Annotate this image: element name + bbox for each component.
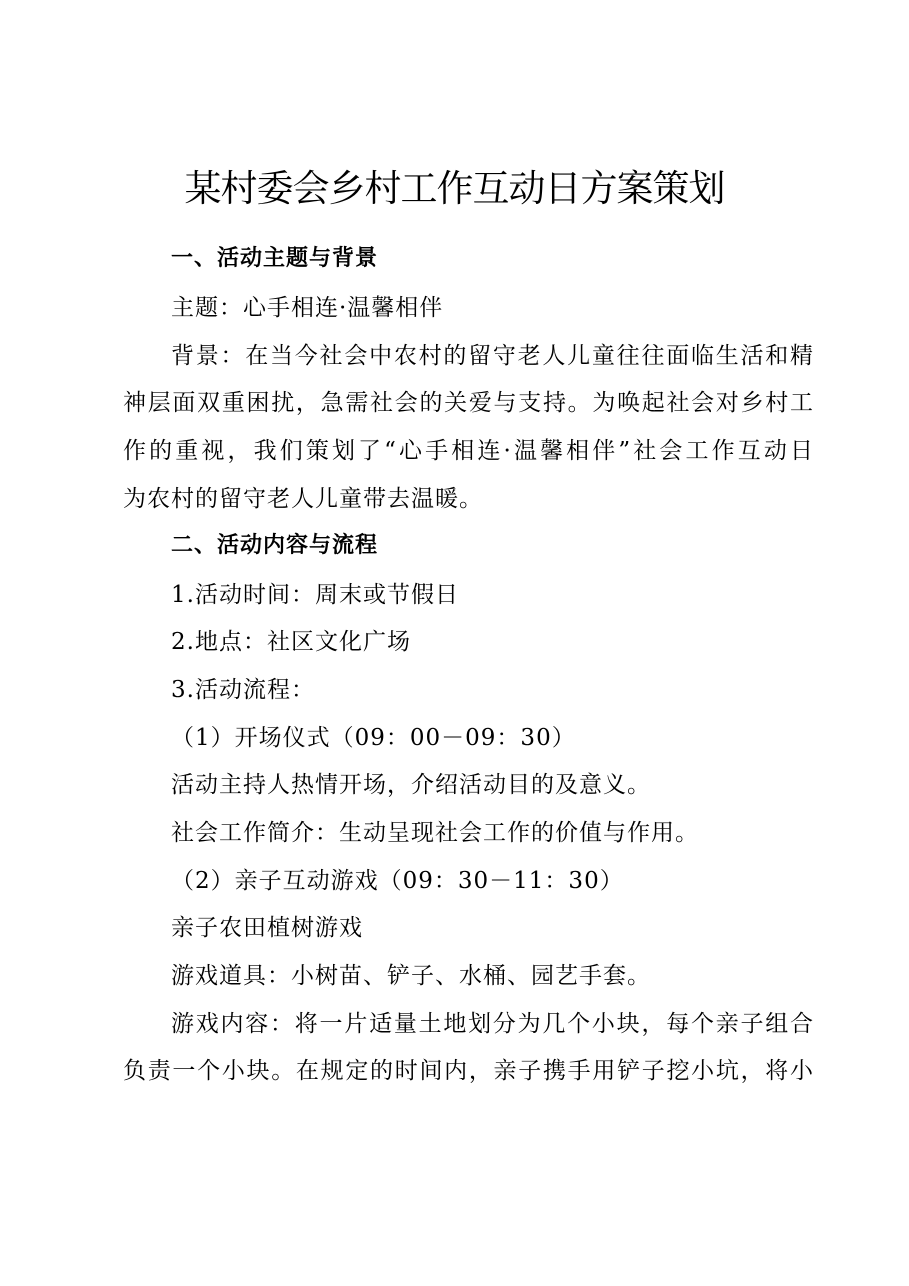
game-content-line-2: 负责一个小块。在规定的时间内，亲子携手用铲子挖小坑，将小 bbox=[123, 1058, 813, 1084]
background-line-2: 神层面双重困扰，急需社会的关爱与支持。为唤起社会对乡村工 bbox=[123, 390, 813, 416]
host-opening-line: 活动主持人热情开场，介绍活动目的及意义。 bbox=[171, 772, 651, 798]
theme-line: 主题：心手相连·温馨相伴 bbox=[171, 295, 444, 321]
background-line-1: 背景：在当今社会中农村的留守老人儿童往往面临生活和精 bbox=[171, 343, 813, 369]
process-line: 3.活动流程： bbox=[171, 677, 315, 703]
social-work-intro-line: 社会工作简介：生动呈现社会工作的价值与作用。 bbox=[171, 820, 699, 846]
background-line-4: 为农村的留守老人儿童带去温暖。 bbox=[123, 486, 483, 512]
parent-child-game-line: （2）亲子互动游戏（09：30－11：30） bbox=[171, 868, 624, 894]
game-props-line: 游戏道具：小树苗、铲子、水桶、园艺手套。 bbox=[171, 963, 651, 989]
activity-time-line: 1.活动时间：周末或节假日 bbox=[171, 582, 459, 608]
section-heading-2: 二、活动内容与流程 bbox=[171, 533, 379, 558]
background-line-3: 作的重视，我们策划了“心手相连·温馨相伴”社会工作互动日 bbox=[123, 438, 813, 464]
opening-ceremony-line: （1）开场仪式（09：00－09：30） bbox=[171, 725, 576, 751]
document-title: 某村委会乡村工作互动日方案策划 bbox=[184, 167, 725, 210]
game-content-line-1: 游戏内容：将一片适量土地划分为几个小块，每个亲子组合 bbox=[171, 1011, 813, 1037]
location-line: 2.地点：社区文化广场 bbox=[171, 629, 411, 655]
section-heading-1: 一、活动主题与背景 bbox=[171, 246, 379, 271]
planting-game-line: 亲子农田植树游戏 bbox=[171, 915, 363, 941]
